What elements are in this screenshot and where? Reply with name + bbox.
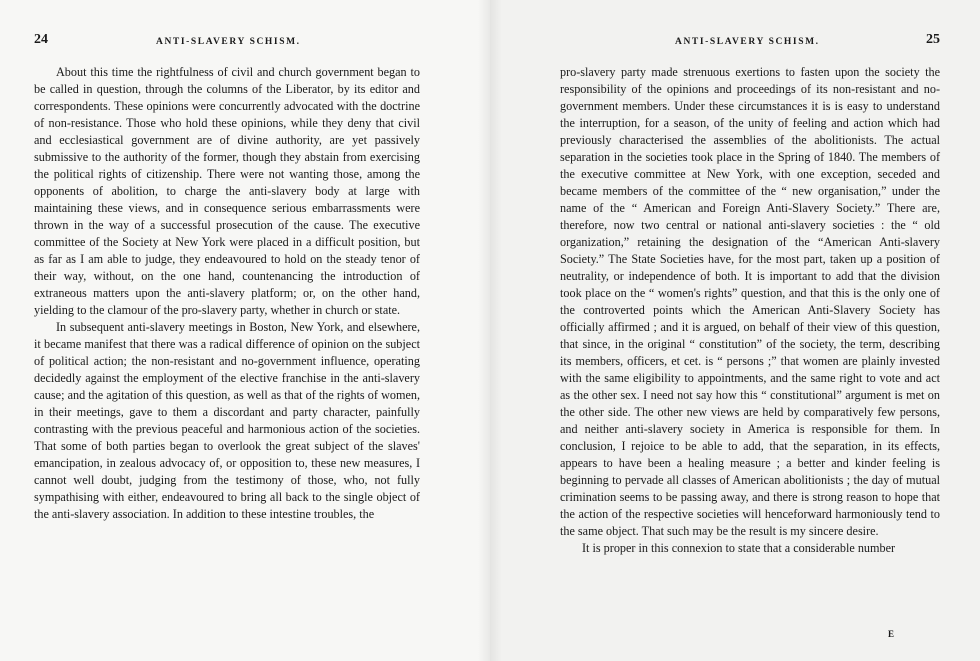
page-number: 24	[34, 32, 48, 47]
running-head: ANTI-SLAVERY SCHISM.	[675, 37, 820, 47]
body-text	[560, 64, 940, 557]
right-page	[490, 0, 980, 661]
paragraph: pro-slavery party made strenuous exertions to fasten upon the society the responsibility of the opinions and proceedings of its non-resistant and no-government members. Under these circumstances it is is easy to understand the interruption, for a season, of the unity of feeling and action which had previously characterised the assemblies of the abolitionists. The actual separation in the societies took place in the Spring of 1840. The members of the executive committee at New York, with one exception, seceded and became members of the committee of the “ new organisation,” under the name of the “ American and Foreign Anti-Slavery Society.” There are, therefore, now two central or national anti-slavery societies : the “ old organization,” retaining the designation of the “American Anti-slavery Society.” The State Societies have, for the most part, taken up a position of neutrality, or independence of both. It is important to add that the division took place on the “ women's rights” question, and that this is the only one of the controverted points which the American Anti-Slavery Society has officially affirmed ; and it is argued, on behalf of their view of this question, that since, in the original “ constitution” of the society, the term, describing its members, officers, et cet. is “ persons ;” that women are plainly invested with the same eligibility to appointments, and the same right to vote and act as the other sex. I need not say how this “ constitutional” argument is met on the other side. The other new views are held by comparatively few persons, and neither anti-slavery society in America is responsible for them. In conclusion, I rejoice to be able to add, that the separation, in its effects, appears to have been a healing measure ; a better and kinder feeling is beginning to pervade all classes of American abolitionists ; the day of mutual crimination seems to be passing away, and there is strong reason to hope that the action of the respective societies will henceforward harmoniously tend to the same object. That such may be the result is my sincere desire.	[560, 65, 940, 538]
paragraph: It is proper in this connexion to state that a considerable number	[582, 541, 896, 555]
paragraph: About this time the rightfulness of civil and church government began to be called in question, through the columns of the Liberator, by its editor and correspondents. These opinions were concurrently advocated with the doctrine of non-resistance. Those who hold these opinions, while they deny that civil and ecclesiastical government are of divine authority, are yet passively submissive to the authority of the former, though they abstain from exercising the political rights of citizenship. There were not wanting those, among the opponents of abolition, to charge the anti-slavery body at large with maintaining these views, and in consequence serious embarrassments were thrown in the way of a successful prosecution of the cause. The executive committee of the Society at New York were placed in a difficult position, but as far as I am able to judge, they endeavoured to hold on the steady tenor of their way, without, on the one hand, countenancing the introduction of extraneous matters upon the anti-slavery platform; or, on the other hand, yielding to the clamour of the pro-slavery party, whether in church or state.	[34, 65, 420, 317]
signature-mark: E	[888, 629, 896, 639]
page-number: 25	[926, 32, 940, 47]
running-head: ANTI-SLAVERY SCHISM.	[156, 37, 301, 47]
book-gutter	[478, 0, 502, 661]
paragraph: In subsequent anti-slavery meetings in Boston, New York, and elsewhere, it became manifest that there was a radical difference of opinion on the subject of political action; the non-resistant and no-government influence, operating decidedly against the employment of the elective franchise in the anti-slavery cause; and the agitation of this question, as well as that of the rights of women, in their meetings, gave to them a discordant and party character, painfully contrasting with the previous peaceful and harmonious action of the societies. That some of both parties began to overlook the great subject of the slaves' emancipation, in zealous advocacy of, or opposition to, these new measures, I cannot well doubt, judging from the testimony of those, who, not fully sympathising with either, endeavoured to bring all back to the single object of the anti-slavery association. In addition to these intestine troubles, the	[34, 320, 420, 521]
body-text	[34, 64, 420, 523]
